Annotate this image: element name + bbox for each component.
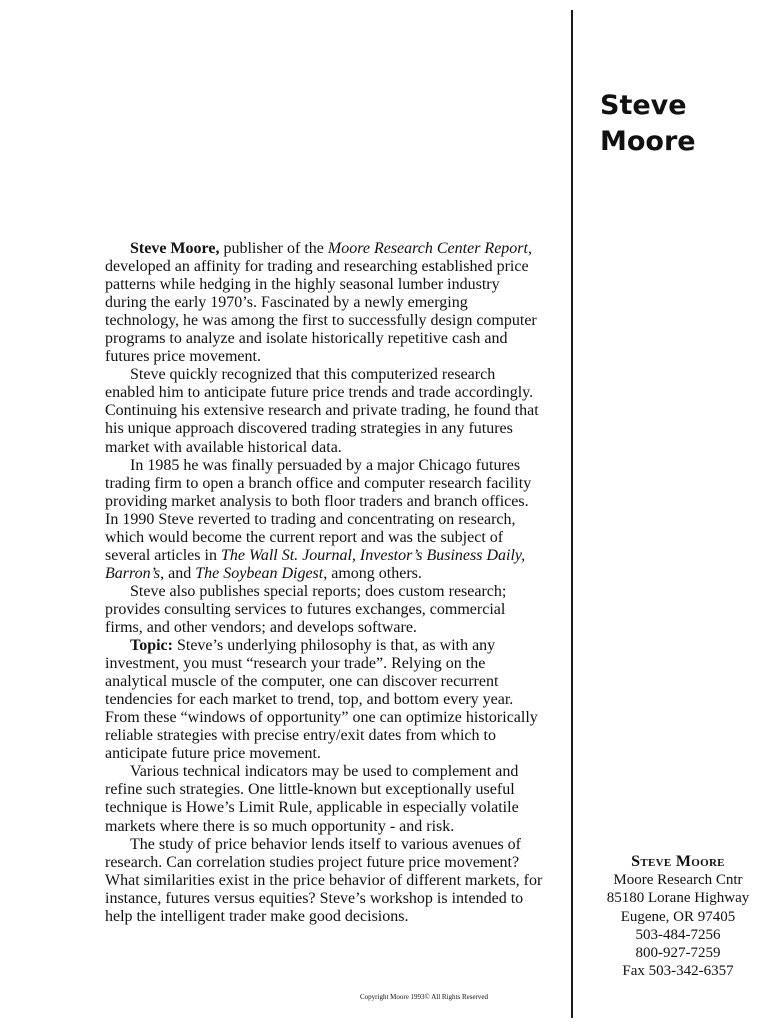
text-run: Steve quickly recognized that this computerized research enabled him to anticipate future price trends and trade accordingly. Continuing his extensive research and private trading, he found that his unique approach discovered trading strategies in any futures market with available historical data.: [105, 366, 539, 456]
bold-run: Steve Moore,: [130, 240, 220, 257]
contact-phone: 503-484-7256: [635, 926, 721, 943]
italic-run: The Wall St. Journal, Investor’s Business Daily, Barron’s: [105, 546, 526, 582]
speaker-first-name: Steve: [600, 90, 687, 121]
contact-organization: Moore Research Cntr: [613, 872, 743, 889]
text-run: The study of price behavior lends itself to various avenues of research. Can correlation studies project future price movement? What similarities exist in the price behavior of different markets, for instance, futures versus equities? Steve’s workshop is intended to help the intelligent trader make good decisions.: [105, 835, 543, 925]
bio-paragraph: [105, 457, 545, 583]
speaker-last-name: Moore: [600, 126, 696, 157]
bio-paragraph: [105, 763, 545, 835]
bio-paragraph: [105, 240, 545, 366]
contact-street: 85180 Lorane Highway: [606, 890, 750, 907]
contact-phone: 800-927-7259: [635, 945, 721, 962]
copyright-notice: Copyright Moore 1993© All Rights Reserved: [360, 993, 489, 1001]
text-run: Steve also publishes special reports; does custom research; provides consulting services to futures exchanges, commercial firms, and other vendors; and develops software.: [105, 582, 507, 636]
italic-run: The Soybean Digest: [195, 564, 324, 582]
text-run: Various technical indicators may be used to complement and refine such strategies. One little-known but exceptionally useful technique is Howe’s Limit Rule, applicable in especially volatile markets where there is so much opportunity - and risk.: [105, 763, 519, 835]
text-run: publisher of the: [219, 240, 328, 257]
bio-paragraph: [105, 583, 545, 637]
bio-paragraph: [105, 366, 545, 456]
vertical-divider: [571, 10, 573, 1018]
bold-run: Topic:: [130, 637, 173, 655]
bio-paragraph: [105, 836, 545, 926]
italic-run: Moore Research Center Report: [327, 240, 528, 257]
text-run: Steve’s underlying philosophy is that, as with any investment, you must “research your trade”. Relying on the analytical muscle of the computer, one can discover recurrent tendencies for each market to trend, top, and bottom every year. From these “windows of opportunity” one can optimize historically reliable strategies with precise entry/exit dates from which to anticipate future price movement.: [105, 637, 538, 763]
contact-fax: Fax 503-342-6357: [622, 963, 734, 980]
text-run: , and: [160, 564, 196, 582]
contact-name: Steve Moore: [631, 853, 725, 870]
contact-city: Eugene, OR 97405: [620, 908, 736, 925]
text-run: In 1985 he was finally persuaded by a major Chicago futures trading firm to open a branch office and computer research facility providing market analysis to both floor traders and branch offices. In 1990 Steve reverted to trading and concentrating on research, which would become the current report and was the subject of several articles in: [105, 456, 532, 564]
speaker-name-heading: [600, 88, 760, 160]
bio-paragraph-topic: [105, 637, 545, 763]
biography: [105, 240, 545, 926]
text-run: , developed an affinity for trading and researching established price patterns while hedging in the highly seasonal lumber industry during the early 1970’s. Fascinated by a newly emerging technology, he was among the first to successfully design computer programs to analyze and isolate historically repetitive cash and futures price movement.: [105, 240, 537, 366]
contact-block: [588, 853, 768, 980]
text-run: , among others.: [323, 564, 422, 582]
